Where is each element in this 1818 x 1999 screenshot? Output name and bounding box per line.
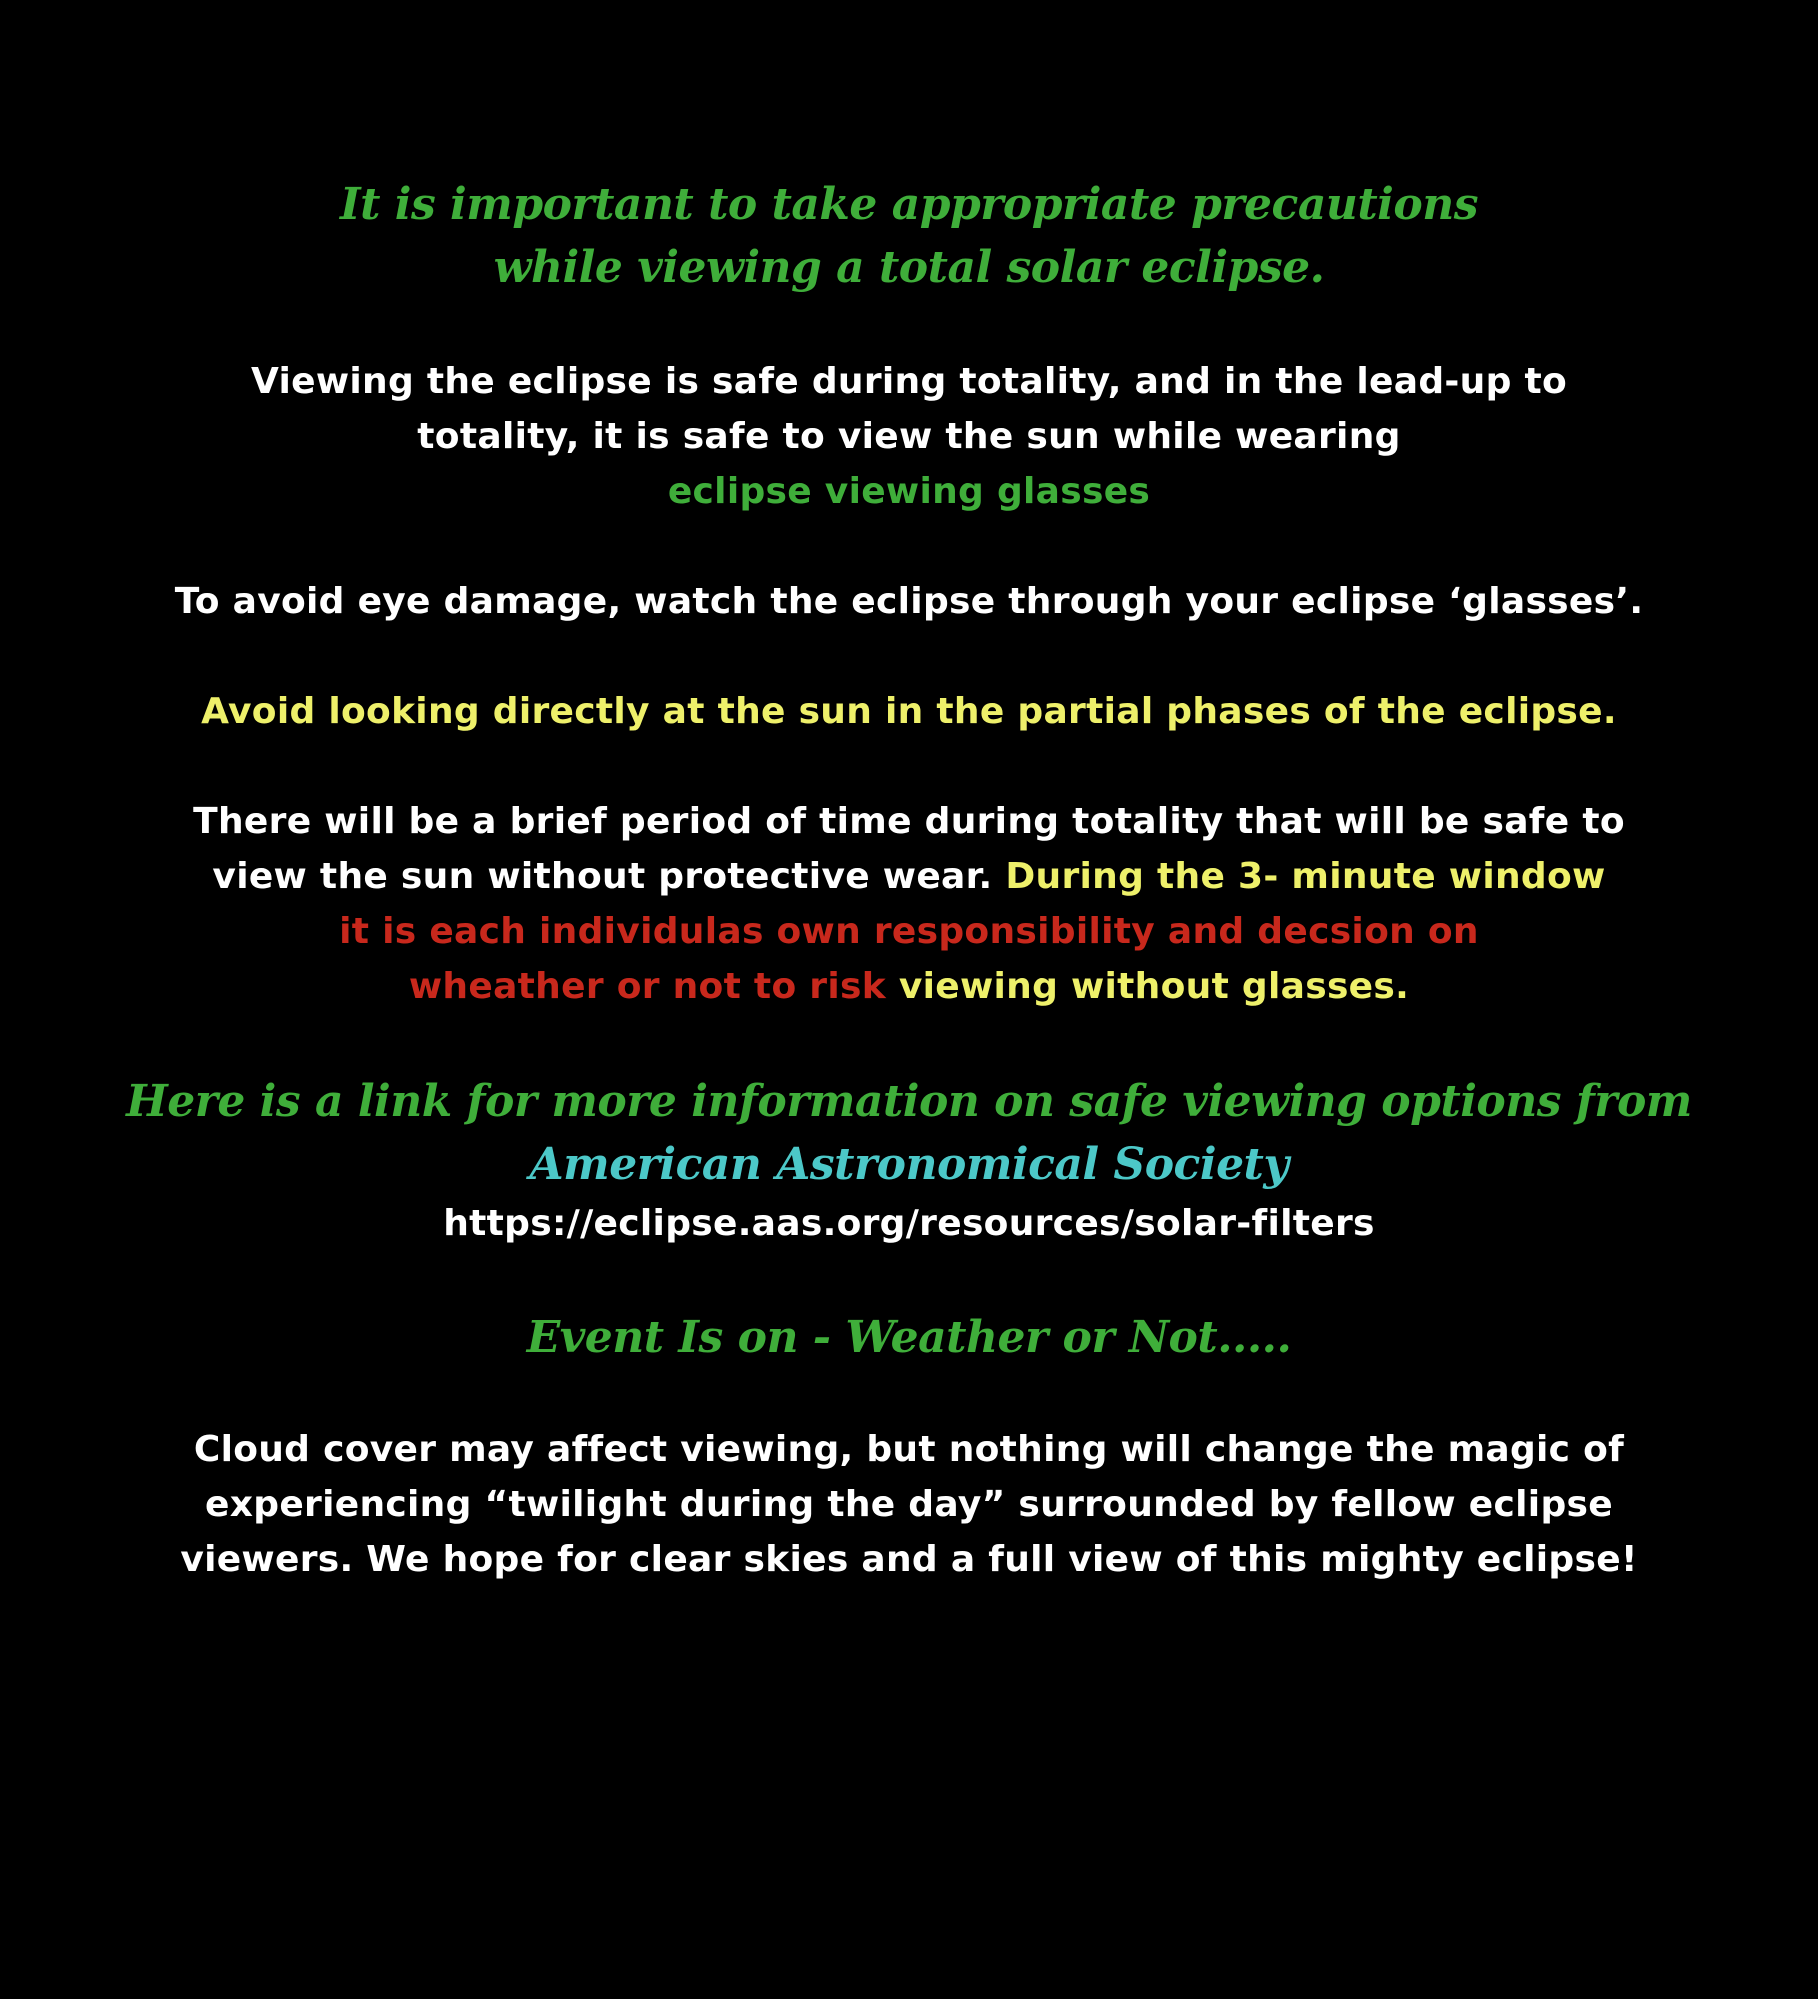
weather-heading <box>0 1306 1818 1369</box>
precautions-heading <box>0 173 1818 299</box>
more-info-section <box>0 1070 1818 1251</box>
partial-phase-warning <box>0 684 1818 739</box>
partial-phase-warning-text: Avoid looking directly at the sun in the partial phases of the eclipse. <box>201 691 1617 732</box>
cloud-cover-paragraph <box>0 1422 1818 1587</box>
risk-text: wheather or not to risk <box>408 966 886 1007</box>
without-glasses-text: viewing without glasses. <box>898 966 1410 1007</box>
aas-name[interactable]: American Astronomical Society <box>529 1139 1289 1190</box>
safe-totality-paragraph <box>0 354 1818 519</box>
more-info-heading: Here is a link for more information on safe viewing options from <box>126 1076 1692 1127</box>
eye-damage-text: To avoid eye damage, watch the eclipse through your eclipse ‘glasses’. <box>174 581 1644 622</box>
cloud-cover-line-2: experiencing “twilight during the day” surrounded by fellow eclipse <box>205 1484 1613 1525</box>
brief-period-line-4 <box>0 959 1818 1014</box>
precautions-heading-line-1: It is important to take appropriate precautions <box>340 179 1478 230</box>
eclipse-glasses-text: eclipse viewing glasses <box>667 471 1151 512</box>
brief-period-line-2 <box>0 849 1818 904</box>
three-minute-window-text: During the 3- minute window <box>1005 856 1606 897</box>
precautions-heading-line-2: while viewing a total solar eclipse. <box>493 242 1325 293</box>
brief-period-paragraph <box>0 794 1818 1014</box>
safe-totality-line-1: Viewing the eclipse is safe during totality, and in the lead-up to <box>250 361 1568 402</box>
protective-wear-text: view the sun without protective wear. <box>212 856 993 897</box>
eye-damage-paragraph <box>0 574 1818 629</box>
cloud-cover-line-1: Cloud cover may affect viewing, but nothing will change the magic of <box>193 1429 1625 1470</box>
aas-url[interactable]: https://eclipse.aas.org/resources/solar-filters <box>443 1203 1375 1244</box>
cloud-cover-line-3: viewers. We hope for clear skies and a full view of this mighty eclipse! <box>180 1539 1638 1580</box>
weather-heading-text: Event Is on - Weather or Not..... <box>526 1312 1292 1363</box>
safe-totality-line-2: totality, it is safe to view the sun while wearing <box>417 416 1401 457</box>
brief-period-line-1: There will be a brief period of time during totality that will be safe to <box>193 801 1625 842</box>
responsibility-text: it is each individulas own responsibility and decsion on <box>339 911 1479 952</box>
